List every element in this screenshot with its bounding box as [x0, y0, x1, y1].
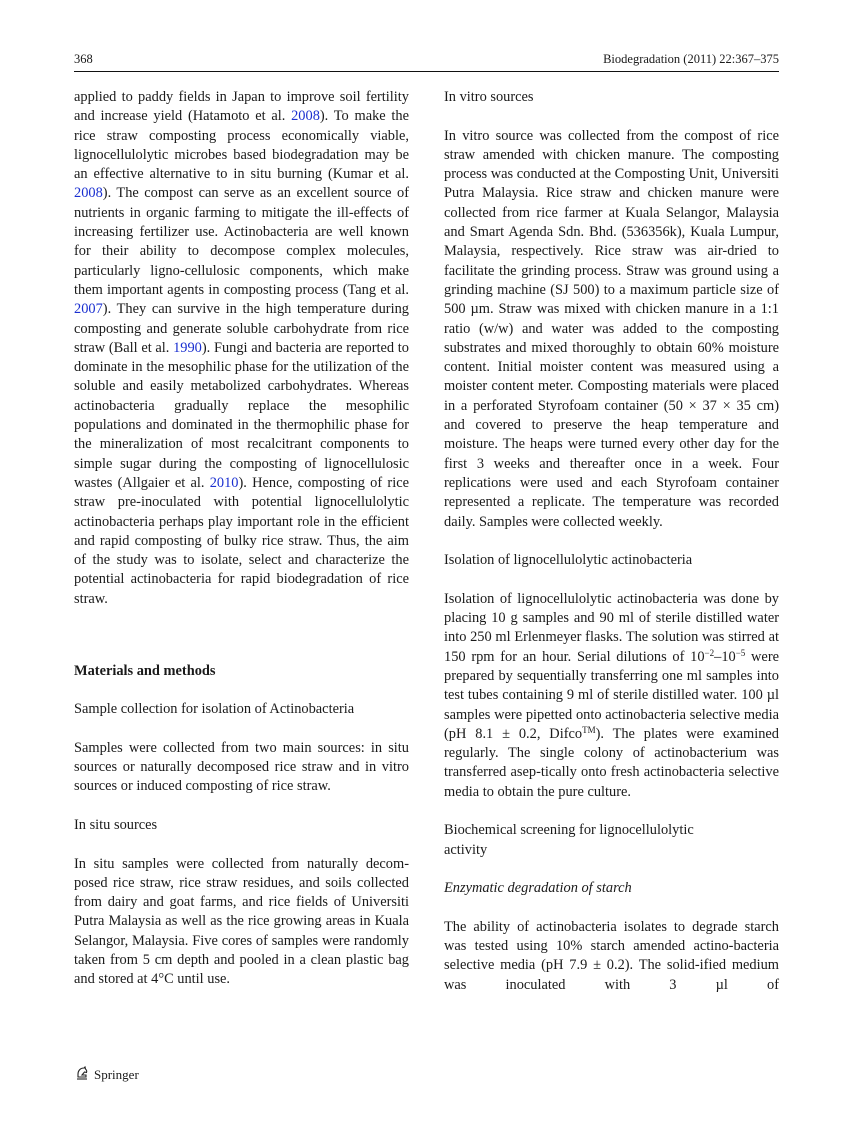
citation-link-tang-2007[interactable]: 2007 — [74, 301, 103, 318]
subsection-heading-biochemical-screening: Biochemical screening for lignocellulolytic activity — [444, 822, 694, 858]
in-situ-paragraph: In situ samples were collected from naturally decom-posed rice straw, rice straw residues, and soils collected from dairy and goat farms, and rice fields of Universiti Putra Malaysia as well as the rice growing areas in Kuala Selangor, Malaysia. Five cores of samples were randomly taken from 5 cm depth and pooled in a clean plastic bag and stored at 4°C until use. — [74, 855, 409, 988]
subsection-heading-isolation: Isolation of lignocellulolytic actinobacteria — [444, 552, 693, 569]
springer-horse-icon — [74, 1065, 90, 1085]
citation-link-kumar-2008[interactable]: 2008 — [74, 185, 103, 202]
citation-link-ball-1990[interactable]: 1990 — [173, 339, 202, 356]
subsection-heading-in-vitro: In vitro sources — [444, 89, 534, 105]
section-heading-materials-methods: Materials and methods — [74, 662, 216, 679]
running-header — [74, 50, 779, 70]
page-number: 368 — [74, 52, 93, 66]
page-footer — [74, 1065, 139, 1085]
right-column — [444, 88, 779, 995]
sample-collection-paragraph: Samples were collected from two main sources: in situ sources or naturally decomposed rice straw and in vitro sources or induced composting of rice straw. — [74, 739, 409, 795]
isolation-paragraph: Isolation of lignocellulolytic actinobacteria was done by placing 10 g samples and 90 ml of sterile distilled water into 250 ml Erlenmeyer flasks. The solution was stirred at 150 rpm for an hour. Serial dilutions of $10^{-2}-10^{-5}$ were prepared by sequentially transferring one ml samples into test tubes containing 9 ml of sterile distilled water. 100 µl samples were pipetted onto actinobacteria selective media (pH 8.1 ± 0.2, Difco™). The plates were examined regularly. The single colony of actinobacterium was transferred asep-tically onto fresh actinobacteria selective media to obtain the pure culture. — [444, 590, 779, 800]
subsubsection-heading-starch: Enzymatic degradation of starch — [444, 880, 632, 897]
left-column — [74, 88, 409, 990]
publisher-name: Springer — [94, 1067, 139, 1082]
subsection-heading-in-situ: In situ sources — [74, 816, 158, 833]
citation-link-allgaier-2010[interactable]: 2010 — [209, 474, 239, 491]
journal-citation: Biodegradation (2011) 22:367–375 — [603, 52, 779, 66]
starch-paragraph: The ability of actinobacteria isolates to degrade starch was tested using 10% starch amended actino-bacteria selective media (pH 7.9 ± 0.2). The solid-ified medium was inoculated with 3 µl of — [444, 918, 779, 993]
intro-paragraph: applied to paddy fields in Japan to improve soil fertility and increase yield (Hatamoto et al. 2008). To make the rice straw composting process economically viable, lignocellulolytic microbes based biodegradation may be an effective alternative to in situ burning (Kumar et al. 2008). The compost can serve as an excellent source of nutrients in organic farming to mitigate the ill-effects of increasing fertilizer use. Actinobacteria are well known for their ability to decompose complex molecules, particularly ligno-cellulosic components, which make them important agents in composting process (Tang et al. 2007). They can survive in the high temperature during composting and generate soluble carbohydrate from rice straw (Ball et al. 1990). Fungi and bacteria are reported to dominate in the mesophilic phase for the utilization of the soluble and easily metabolized carbohydrates. Whereas actinobacteria gradually replace the mesophilic populations and dominated in the thermophilic phase for the mineralization of most recalcitrant components to simple sugar during the composting of lignocellulosic wastes (Allgaier et al. 2010). Hence, composting of rice straw pre-inoculated with potential lignocellulolytic actinobacteria perhaps play important role in the efficient and rapid composting of bulky rice straw. Thus, the aim of the study was to isolate, select and characterize the potential actinobacteria for rapid biodegradation of rice straw. — [74, 89, 409, 607]
in-vitro-paragraph: In vitro source was collected from the compost of rice straw amended with chicken manure. The composting process was conducted at the Composting Unit, Universiti Putra Malaysia. Rice straw and chicken manure were collected from rice farmer at Kuala Selangor, Malaysia and Smart Agenda Sdn. Bhd. (536356k), Kuala Lumpur, Malaysia, respectively. Rice straw was air-dried to facilitate the grinding process. Straw was ground using a grinding machine (SJ 500) to a maximum particle size of 500 µm. Straw was mixed with chicken manure in a 1:1 ratio (w/w) and water was added to the composting substrates and mixed thoroughly to obtain 60% moisture content. Initial moister content was measured using a moister content meter. Composting materials were placed in a perforated Styrofoam container (50 × 37 × 35 cm) and covered to preserve the heap temperature and moisture. The heaps were turned every other day for the first 3 weeks and thereafter once in a week. Four replications were used and each Styrofoam container represented a replicate. The temperature was recorded daily. Samples were collected weekly. — [444, 127, 779, 530]
subsection-heading-sample-collection: Sample collection for isolation of Actinobacteria — [74, 701, 355, 718]
header-rule — [74, 71, 779, 72]
citation-link-hatamoto-2008[interactable]: 2008 — [291, 108, 320, 125]
